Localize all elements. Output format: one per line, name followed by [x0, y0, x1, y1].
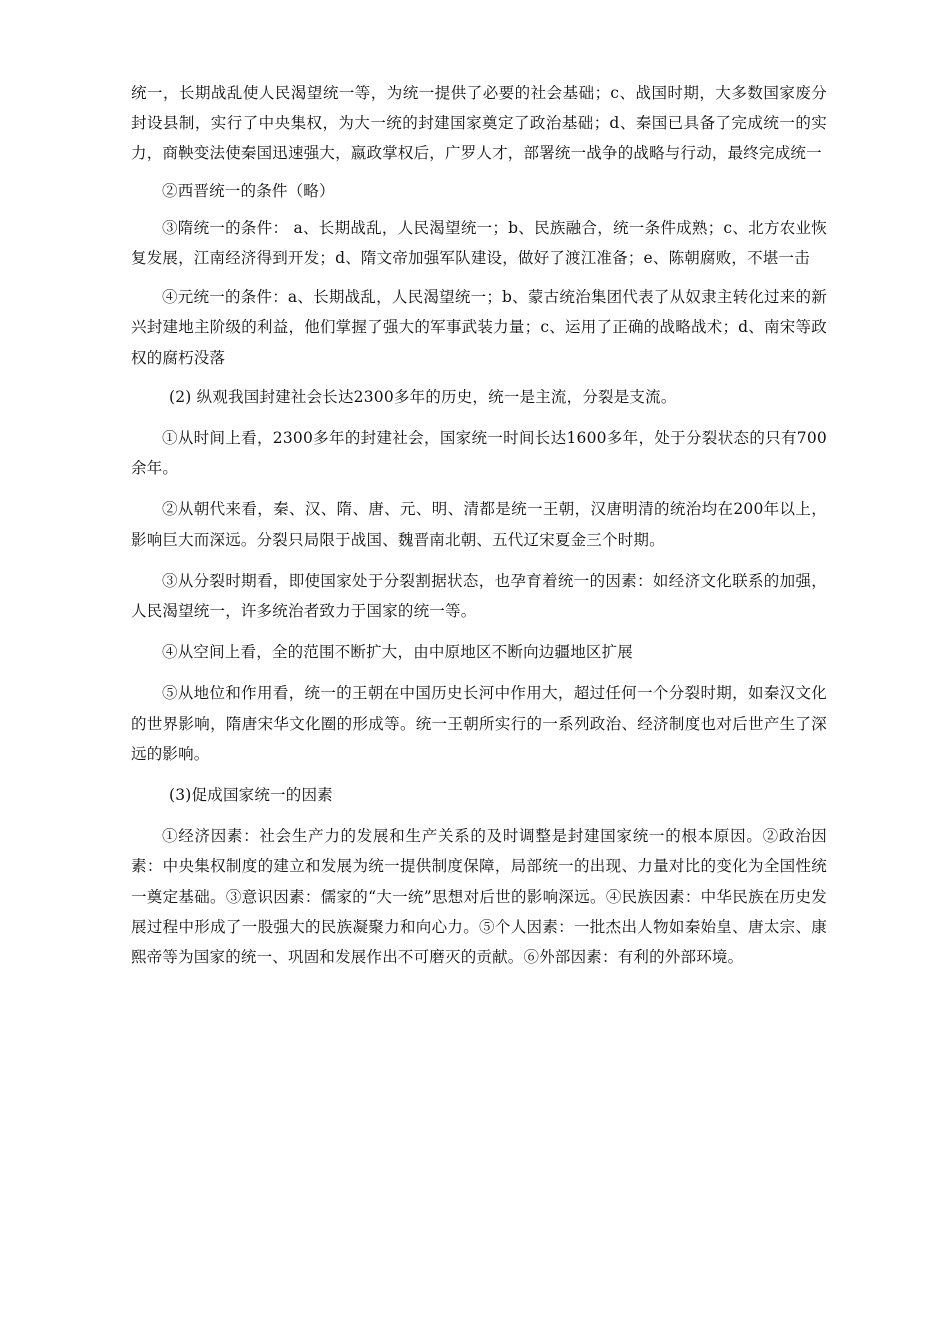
paragraph-time-perspective: ①从时间上看，2300多年的封建社会，国家统一时间长达1600多年，处于分裂状态的只有700余年。	[131, 429, 827, 478]
paragraph-division-perspective: ③从分裂时期看，即使国家处于分裂割据状态，也孕育着统一的因素：如经济文化联系的加强，人民渴望统一，许多统治者致力于国家的统一等。	[131, 571, 827, 621]
paragraph-section-2-heading: (2) 纵观我国封建社会长达2300多年的历史，统一是主流，分裂是支流。	[169, 387, 677, 406]
paragraph-role-perspective: ⑤从地位和作用看，统一的王朝在中国历史长河中作用大，超过任何一个分裂时期，如秦汉文化的世界影响，隋唐宋华文化圈的形成等。统一王朝所实行的一系列政治、经济制度也对后世产生了深远的影响。	[131, 684, 827, 763]
paragraph-western-jin-conditions: ②西晋统一的条件（略）	[162, 181, 335, 200]
paragraph-unification-factors: ①经济因素：社会生产力的发展和生产关系的及时调整是封建国家统一的根本原因。②政治因素：中央集权制度的建立和发展为统一提供制度保障，局部统一的出现、力量对比的变化为全国性统一奠定基础。③意识因素：儒家的“大一统”思想对后世的影响深远。④民族因素：中华民族在历史发展过程中形成了一股强大的民族凝聚力和向心力。⑤个人因素：一批杰出人物如秦始皇、唐太宗、康熙帝等为国家的统一、巩固和发展作出不可磨灭的贡献。⑥外部因素：有利的外部环境。	[131, 827, 827, 967]
paragraph-section-3-heading: (3)促成国家统一的因素	[169, 786, 333, 805]
paragraph-qin-conditions-continued: 统一，长期战乱使人民渴望统一等，为统一提供了必要的社会基础；c、战国时期，大多数国家废分封设县制，实行了中央集权，为大一统的封建国家奠定了政治基础；d、秦国已具备了完成统一的实力，商鞅变法使秦国迅速强大，嬴政掌权后，广罗人才，部署统一战争的战略与行动，最终完成统一	[131, 84, 827, 163]
document-body	[131, 78, 827, 972]
paragraph-dynasty-perspective: ②从朝代来看，秦、汉、隋、唐、元、明、清都是统一王朝，汉唐明清的统治均在200年以上，影响巨大而深远。分裂只局限于战国、魏晋南北朝、五代辽宋夏金三个时期。	[131, 500, 827, 549]
paragraph-yuan-conditions: ④元统一的条件：a、长期战乱，人民渴望统一；b、蒙古统治集团代表了从奴隶主转化过来的新兴封建地主阶级的利益，他们掌握了强大的军事武装力量；c、运用了正确的战略战术；d、南宋等政权的腐朽没落	[131, 288, 827, 367]
paragraph-sui-conditions: ③隋统一的条件： a、长期战乱，人民渴望统一；b、民族融合，统一条件成熟；c、北方农业恢复发展，江南经济得到开发；d、隋文帝加强军队建设，做好了渡江准备；e、陈朝腐败，不堪一击	[131, 218, 827, 268]
paragraph-space-perspective: ④从空间上看，全的范围不断扩大，由中原地区不断向边疆地区扩展	[162, 643, 634, 662]
